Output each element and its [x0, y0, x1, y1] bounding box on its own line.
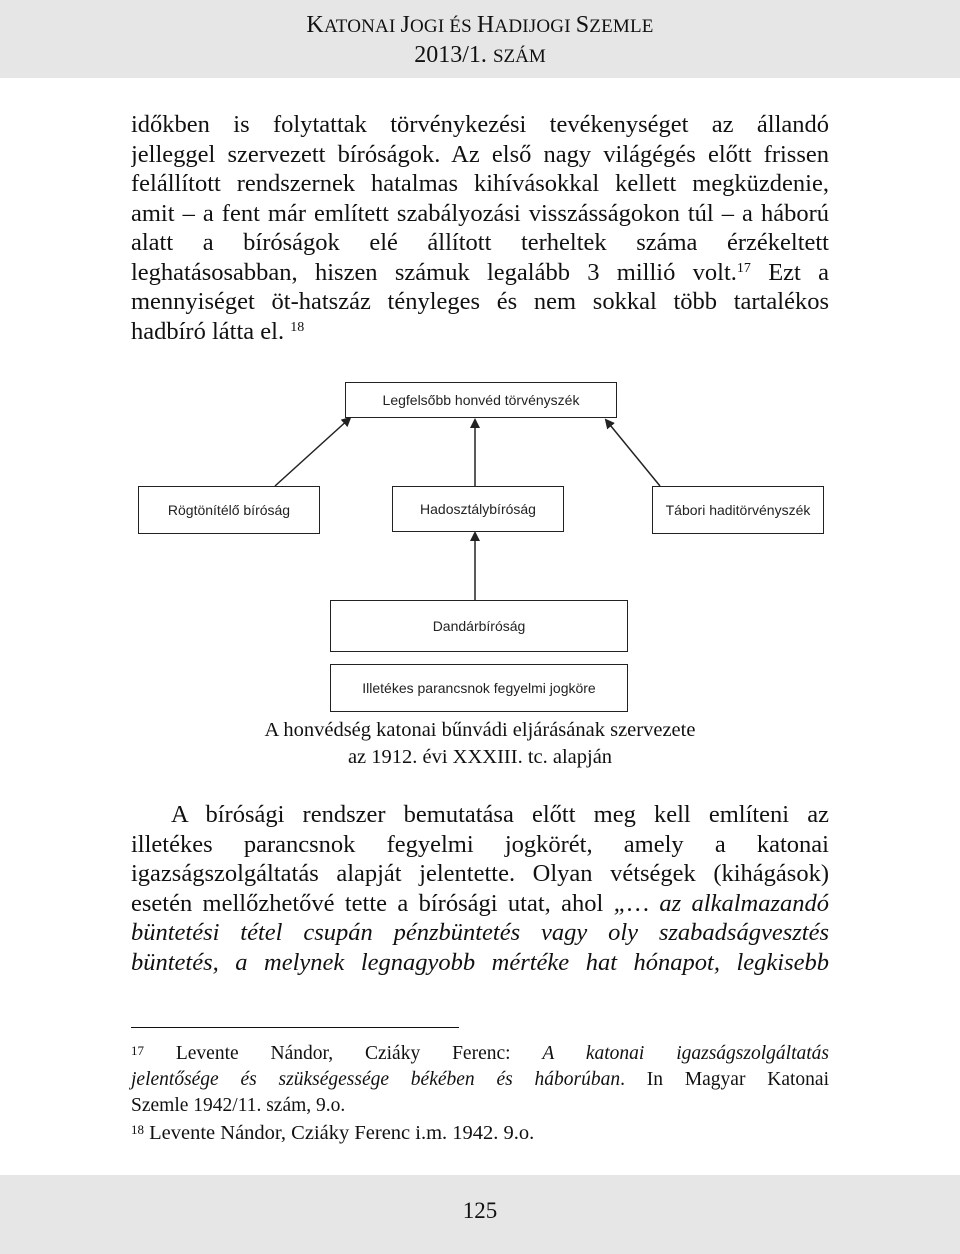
node-field-court-martial: Tábori haditörvényszék	[652, 486, 824, 534]
text-line: leghatásosabban, hiszen számuk legalább 3 millió volt.$^{17}$ Ezt a	[131, 258, 829, 286]
text-line: amit – a fent már említett szabályozási visszásságokon túl – a háború	[131, 199, 829, 227]
page-number: 125	[462, 1198, 498, 1223]
footnote-17: $^{17}$ Levente Nándor, Cziáky Ferenc: A katonai igazságszolgáltatás jelentősége és szükségessége békében és háborúban. In Magyar Katonai Szemle 1942/11. szám, 9.o.	[131, 1043, 829, 1116]
node-brigade-court: Dandárbíróság	[330, 600, 628, 652]
text-line: alatt a bíróságok elé állított terheltek száma érzékeltett	[131, 229, 829, 256]
text-line: felállított rendszernek hatalmas kihívásokkal kellett megküzdenie,	[131, 170, 829, 197]
text-line: A bírósági rendszer bemutatása előtt meg kell említeni az	[171, 801, 829, 828]
caption-line-2: az 1912. évi XXXIII. tc. alapján	[347, 746, 613, 768]
node-supreme-court: Legfelsőbb honvéd törvényszék	[345, 382, 617, 418]
node-division-court: Hadosztálybíróság	[392, 486, 564, 532]
issue-number: 2013/1. SZÁM	[414, 42, 546, 68]
figure-caption	[0, 717, 960, 771]
text-line: jelleggel szervezett bíróságok. Az első nagy világégés előtt frissen	[131, 140, 829, 168]
footnote-ref-18[interactable]: 18	[290, 319, 305, 335]
text-line: igazságszolgáltatás alapját jelentette. Olyan vétségek (kihágások)	[131, 860, 829, 887]
node-commander-authority: Illetékes parancsnok fegyelmi jogköre	[330, 664, 628, 712]
footnote-ref-17[interactable]: 17	[736, 260, 751, 276]
node-summary-court: Rögtönítélő bíróság	[138, 486, 320, 534]
footnote-rule	[131, 1027, 459, 1028]
caption-line-1: A honvédség katonai bűnvádi eljárásának szervezete	[264, 719, 696, 741]
footnote-18: $^{18}$ Levente Nándor, Cziáky Ferenc i.m. 1942. 9.o.	[131, 1122, 535, 1144]
text-line: büntetés, a melynek legnagyobb mértéke hat hónapot, legkisebb	[131, 948, 829, 976]
text-line: időkben is folytattak törvénykezési tevékenységet az állandó	[131, 111, 829, 138]
text-line: hadbíró látta el. $^{18}$	[131, 317, 305, 345]
arrow-right-to-top	[606, 420, 660, 486]
paragraph-2	[131, 800, 829, 977]
text-line: büntetési tétel csupán pénzbüntetés vagy oly szabadságvesztés	[131, 919, 829, 946]
arrow-left-to-top	[275, 418, 350, 486]
text-line: mennyiséget öt-hatszáz tényleges és nem sokkal több tartalékos	[131, 288, 829, 315]
journal-title: KATONAI JOGI ÉS HADIJOGI SZEMLE	[306, 12, 654, 38]
text-line: illetékes parancsnok fegyelmi jogkörét, amely a katonai	[131, 830, 829, 858]
paragraph-1	[131, 110, 829, 346]
text-line: esetén mellőzhetővé tette a bírósági utat, ahol „… az alkalmazandó	[131, 889, 829, 917]
